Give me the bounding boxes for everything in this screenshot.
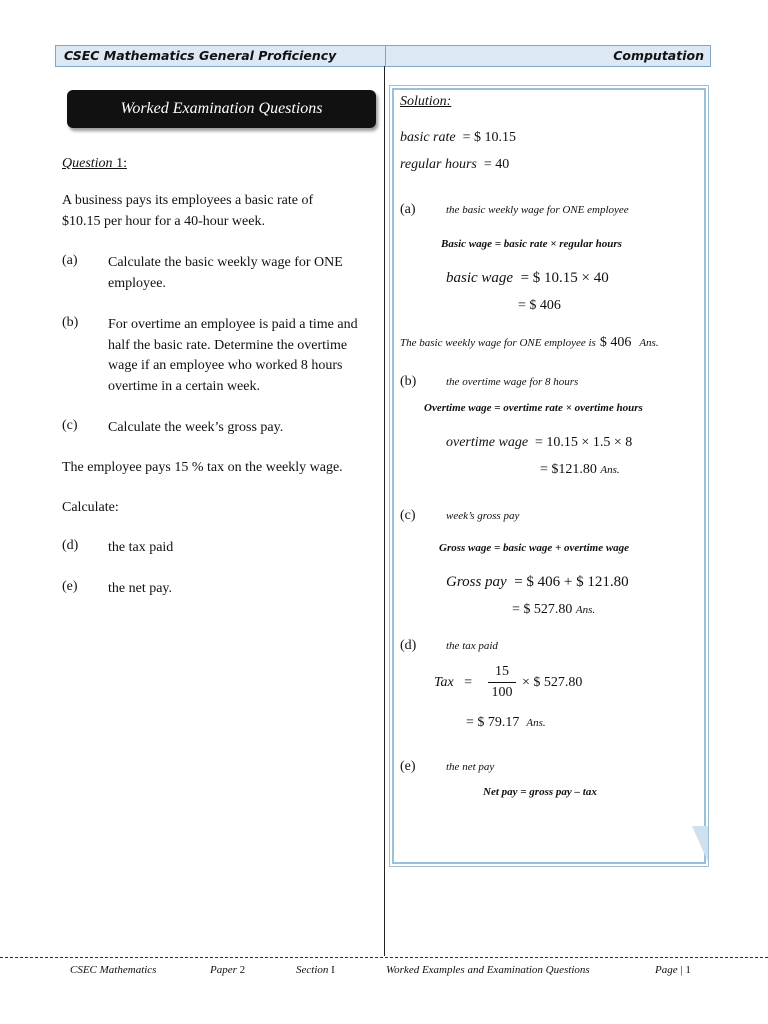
sol-e-desc: the net pay (446, 761, 495, 773)
sol-a-formula: Basic wage = basic rate × regular hours (441, 238, 622, 250)
calculate-label: Calculate: (62, 500, 119, 515)
column-divider (384, 66, 385, 956)
part-d-text: the tax paid (108, 540, 174, 555)
tax-statement: The employee pays 15 % tax on the weekly wage. (62, 460, 343, 475)
sol-e-formula: Net pay = gross pay – tax (483, 786, 597, 798)
footer-topic: Worked Examples and Examination Questions (386, 964, 590, 976)
question-heading: Question 1: (62, 156, 127, 171)
question-intro: A business pays its employees a basic rate of $10.15 per hour for a 40-hour week. (62, 193, 314, 229)
sol-d-tax-label: Tax = (434, 675, 473, 690)
sol-a-desc: the basic weekly wage for ONE employee (446, 204, 629, 216)
page-header (55, 45, 711, 67)
footer-divider (0, 957, 768, 958)
part-a-text: Calculate the basic weekly wage for ONE employee. (108, 255, 343, 291)
footer-paper: Paper 2 (210, 964, 246, 976)
solution-title: Solution: (400, 94, 452, 109)
header-subject: CSEC Mathematics General Proficiency (56, 46, 386, 66)
sol-d-fraction (488, 664, 516, 701)
sol-a-line1: basic wage = $ 10.15 × 40 (446, 270, 609, 286)
sol-b-line2: = $121.80 Ans. (540, 462, 620, 477)
sol-c-desc: week’s gross pay (446, 510, 520, 522)
sol-d-label: (d) (400, 638, 417, 653)
fraction-bar (488, 682, 516, 683)
part-b-label: (b) (62, 315, 79, 330)
part-e-text: the net pay. (108, 581, 173, 596)
part-b-text: For overtime an employee is paid a time and half the basic rate. Determine the overtime wage if an employee who worked 8 hours overtime in a certain week. (108, 317, 358, 394)
part-c-text: Calculate the week’s gross pay. (108, 420, 284, 435)
fraction-numerator: 15 (495, 664, 509, 679)
sol-a-line2: = $ 406 (518, 298, 561, 313)
footer-subject: CSEC Mathematics (70, 964, 157, 976)
sol-b-label: (b) (400, 374, 417, 389)
part-d-label: (d) (62, 538, 79, 553)
sol-b-line1: overtime wage = 10.15 × 1.5 × 8 (446, 435, 633, 450)
part-a-label: (a) (62, 253, 78, 268)
sol-d-times: × $ 527.80 (522, 675, 583, 690)
part-e-label: (e) (62, 579, 78, 594)
basic-rate-line: basic rate = $ 10.15 (400, 130, 517, 145)
sol-e-label: (e) (400, 759, 416, 774)
footer-page: Page | 1 (655, 964, 691, 976)
sol-b-formula: Overtime wage = overtime rate × overtime hours (424, 402, 643, 414)
sol-b-desc: the overtime wage for 8 hours (446, 376, 579, 388)
section-title-box: Worked Examination Questions (67, 90, 376, 128)
sol-a-label: (a) (400, 202, 416, 217)
sol-c-line2: = $ 527.80 Ans. (512, 602, 596, 617)
sol-d-desc: the tax paid (446, 640, 498, 652)
part-c-label: (c) (62, 418, 78, 433)
sol-c-line1: Gross pay = $ 406 + $ 121.80 (446, 574, 629, 590)
sol-c-formula: Gross wage = basic wage + overtime wage (439, 542, 630, 554)
page-curl-decoration (692, 826, 708, 862)
sol-c-label: (c) (400, 508, 416, 523)
sol-a-conclusion: The basic weekly wage for ONE employee is $ 406 Ans. (400, 335, 659, 350)
header-topic: Computation (613, 48, 704, 63)
footer-section: Section I (296, 964, 335, 976)
fraction-denominator: 100 (491, 685, 513, 700)
sol-d-line2: = $ 79.17 Ans. (466, 715, 546, 730)
regular-hours-line: regular hours = 40 (400, 157, 510, 172)
